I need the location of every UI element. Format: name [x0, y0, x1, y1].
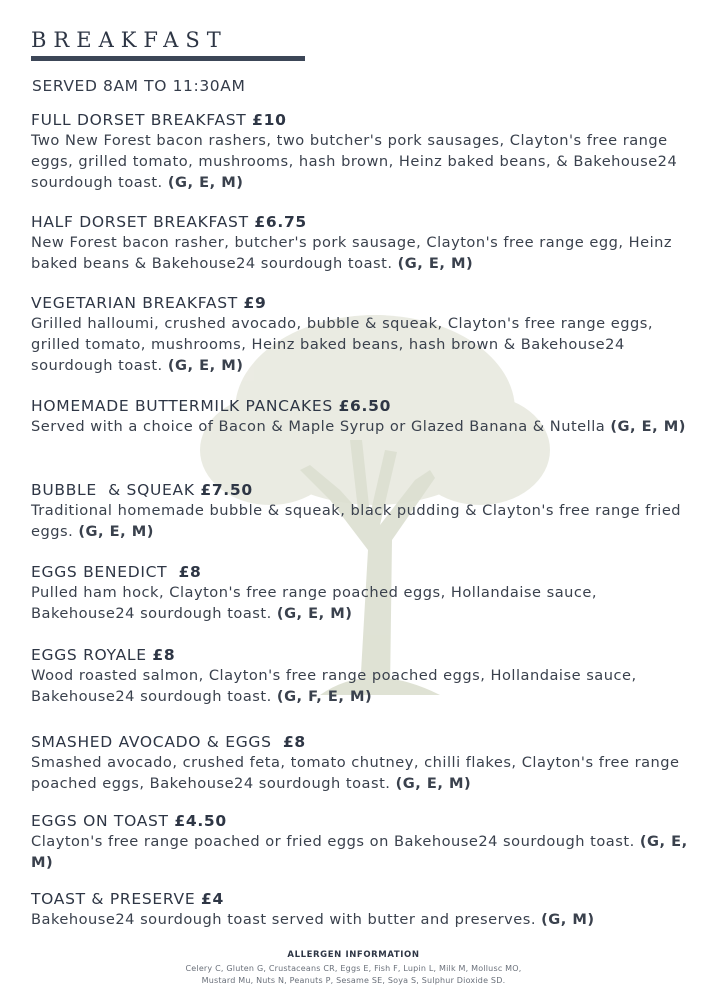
item-description: Bakehouse24 sourdough toast served with butter and preserves. (G, M) — [31, 911, 595, 928]
menu-item — [31, 561, 691, 624]
item-description: Traditional homemade bubble & squeak, black pudding & Clayton's free range fried eggs. (G, E, M) — [31, 502, 682, 540]
menu-item — [31, 211, 691, 274]
item-price: £6.75 — [254, 213, 307, 231]
item-name: HALF DORSET BREAKFAST £6.75 — [31, 213, 307, 231]
item-description: Clayton's free range poached or fried eggs on Bakehouse24 sourdough toast. (G, E, M) — [31, 833, 688, 871]
item-allergens: (G, E, M) — [395, 775, 472, 792]
menu-item — [31, 810, 691, 873]
item-name: BUBBLE & SQUEAK £7.50 — [31, 481, 253, 499]
item-name: HOMEMADE BUTTERMILK PANCAKES £6.50 — [31, 397, 392, 415]
item-allergens: (G, E, M) — [610, 418, 686, 435]
item-allergens: (G, M) — [541, 911, 595, 928]
menu-item — [31, 109, 691, 193]
item-name: SMASHED AVOCADO & EGGS £8 — [31, 733, 306, 751]
item-description: Served with a choice of Bacon & Maple Syrup or Glazed Banana & Nutella (G, E, M) — [31, 418, 686, 435]
item-allergens: (G, E, M) — [78, 523, 154, 540]
item-description: Pulled ham hock, Clayton's free range poached eggs, Hollandaise sauce, Bakehouse24 sourdough toast. (G, E, M) — [31, 584, 598, 622]
item-allergens: (G, E, M) — [167, 357, 244, 374]
item-price: £8 — [152, 646, 176, 664]
item-allergens: (G, E, M) — [276, 605, 353, 622]
item-price: £8 — [178, 563, 202, 581]
title-underline — [31, 56, 305, 61]
menu-item — [31, 731, 691, 794]
menu-item — [31, 644, 691, 707]
allergen-info-title: ALLERGEN INFORMATION — [287, 950, 420, 960]
item-price: £9 — [243, 294, 267, 312]
item-price: £8 — [282, 733, 306, 751]
item-description: Wood roasted salmon, Clayton's free range poached eggs, Hollandaise sauce, Bakehouse24 sourdough toast. (G, F, E, M) — [31, 667, 637, 705]
item-price: £6.50 — [338, 397, 392, 415]
item-price: £4 — [200, 890, 224, 908]
item-allergens: (G, E, M) — [31, 833, 688, 871]
item-price: £4.50 — [174, 812, 227, 830]
item-price: £7.50 — [200, 481, 253, 499]
page-title: BREAKFAST — [31, 28, 228, 52]
item-name: FULL DORSET BREAKFAST £10 — [31, 111, 287, 129]
item-description: Smashed avocado, crushed feta, tomato chutney, chilli flakes, Clayton's free range poached eggs, Bakehouse24 sourdough toast. (G, E, M) — [31, 754, 680, 792]
item-allergens: (G, F, E, M) — [276, 688, 373, 705]
item-name: EGGS BENEDICT £8 — [31, 563, 202, 581]
allergen-info-line: Celery C, Gluten G, Crustaceans CR, Eggs E, Fish F, Lupin L, Milk M, Mollusc MO, — [185, 964, 522, 973]
served-hours: SERVED 8AM TO 11:30AM — [32, 77, 246, 95]
menu-item — [31, 888, 691, 930]
item-description: Grilled halloumi, crushed avocado, bubble & squeak, Clayton's free range eggs, grilled tomato, mushrooms, Heinz baked beans, hash brown & Bakehouse24 sourdough toast. (G, E, M) — [31, 315, 654, 374]
item-name: TOAST & PRESERVE £4 — [31, 890, 224, 908]
item-description: New Forest bacon rasher, butcher's pork sausage, Clayton's free range egg, Heinz baked beans & Bakehouse24 sourdough toast. (G, E, M) — [31, 234, 673, 272]
menu-item — [31, 479, 691, 542]
item-name: VEGETARIAN BREAKFAST £9 — [31, 294, 267, 312]
item-allergens: (G, E, M) — [397, 255, 474, 272]
item-name: EGGS ROYALE £8 — [31, 646, 176, 664]
item-price: £10 — [252, 111, 287, 129]
menu-item — [31, 292, 691, 376]
menu-item — [31, 395, 691, 437]
item-allergens: (G, E, M) — [167, 174, 244, 191]
allergen-info-line: Mustard Mu, Nuts N, Peanuts P, Sesame SE, Soya S, Sulphur Dioxide SD. — [201, 976, 506, 985]
item-description: Two New Forest bacon rashers, two butcher's pork sausages, Clayton's free range eggs, grilled tomato, mushrooms, hash brown, Heinz baked beans, & Bakehouse24 sourdough toast. (G, E, M) — [31, 132, 678, 191]
item-name: EGGS ON TOAST £4.50 — [31, 812, 227, 830]
